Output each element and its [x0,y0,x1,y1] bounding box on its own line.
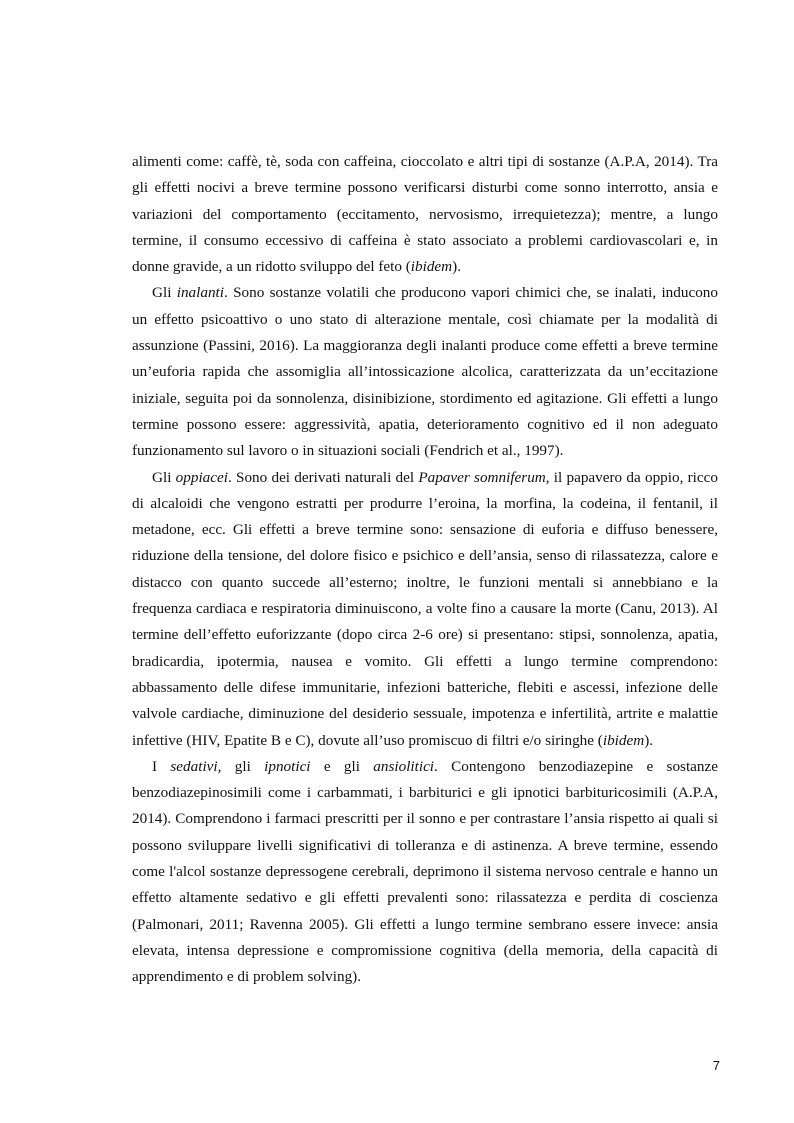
paragraph-sedativi [132,754,718,991]
text-run: gli [221,757,265,775]
text-run: ). [452,258,461,276]
italic-term: ibidem [602,731,645,749]
italic-term: ibidem [410,258,453,276]
text-run: alimenti come: caffè, tè, soda con caffeina, cioccolato e altri tipi di sostanze (A.P.A, 2014). Tra gli effetti nocivi a breve termine possono verificarsi disturbi come sonno interrotto, ansia e variazioni del comportamento (eccitamento, nervosismo, irrequietezza); mentre, a lungo termine, il consumo eccessivo di caffeina è stato associato a problemi cardiovascolari e, in donne gravide, a un ridotto sviluppo del feto ( [132,153,718,276]
italic-term: ansiolitici [373,757,435,775]
text-run: . Sono sostanze volatili che producono vapori chimici che, se inalati, inducono un effetto psicoattivo o uno stato di alterazione mentale, così chiamate per la modalità di assunzione (Passini, 2016). La maggioranza degli inalanti produce come effetti a breve termine un’euforia rapida che assomiglia all’intossicazione alcolica, caratterizzata da un’eccitazione iniziale, seguita poi da sonnolenza, disinibizione, stordimento ed agitazione. Gli effetti a lungo termine possono essere: aggressività, apatia, deterioramento cognitivo ed il non adeguato funzionamento sul lavoro o in situazioni sociali (Fendrich et al., 1997). [132,284,718,460]
italic-term: ipnotici [264,757,311,775]
paragraph-oppiacei [132,465,718,754]
text-run: Gli [152,284,177,302]
paragraph-caffeina [132,149,718,280]
paragraph-inalanti [132,280,718,464]
text-run: ). [644,731,654,749]
text-run: . Sono dei derivati naturali del [227,468,419,486]
italic-term: oppiacei [175,468,228,486]
page-number: 7 [712,1058,720,1073]
italic-term: Papaver somniferum [418,468,546,486]
text-run: Gli [152,468,176,486]
text-run: , il papavero da oppio, ricco di alcaloidi che vengono estratti per produrre l’eroina, la morfina, la codeina, il fentanil, il metadone, ecc. Gli effetti a breve termine sono: sensazione di euforia e diffuso benessere, riduzione della tensione, del dolore fisico e psichico e dell’ansia, senso di rilassatezza, calore e distacco con quanto succede all’esterno; inoltre, le funzioni mentali si annebbiano e la frequenza cardiaca e respiratoria diminuiscono, a volte fino a causare la morte (Canu, 2013). Al termine dell’effetto euforizzante (dopo circa 2-6 ore) si presentano: stipsi, sonnolenza, apatia, bradicardia, ipotermia, nausea e vomito. Gli effetti a lungo termine comprendono: abbassamento delle difese immunitarie, infezioni batteriche, flebiti e ascessi, infezione delle valvole cardiache, diminuzione del desiderio sessuale, impotenza e infertilità, artrite e malattie infettive (HIV, Epatite B e C), dovute all’uso promiscuo di filtri e/o siringhe ( [132,468,718,749]
text-run: . Contengono benzodiazepine e sostanze benzodiazepinosimili come i carbammati, i barbiturici e gli ipnotici barbituricosimili (A.P.A, 2014). Comprendono i farmaci prescritti per il sonno e per contrastare l’ansia rispetto ai quali si possono sviluppare livelli significativi di tolleranza e di astinenza. A breve termine, essendo come l'alcol sostanze depressogene cerebrali, deprimono il sistema nervoso centrale e hanno un effetto altamente sedativo e gli effetti prevalenti sono: rilassatezza e perdita di coscienza (Palmonari, 2011; Ravenna 2005). Gli effetti a lungo termine sembrano essere invece: ansia elevata, intensa depressione e compromissione cognitiva (della memoria, della capacità di apprendimento e di problem solving). [132,757,719,986]
italic-term: sedativi, [170,757,222,775]
text-run: I [152,757,171,775]
italic-term: inalanti [176,284,224,302]
body-text [132,149,718,991]
text-run: e gli [310,757,374,775]
